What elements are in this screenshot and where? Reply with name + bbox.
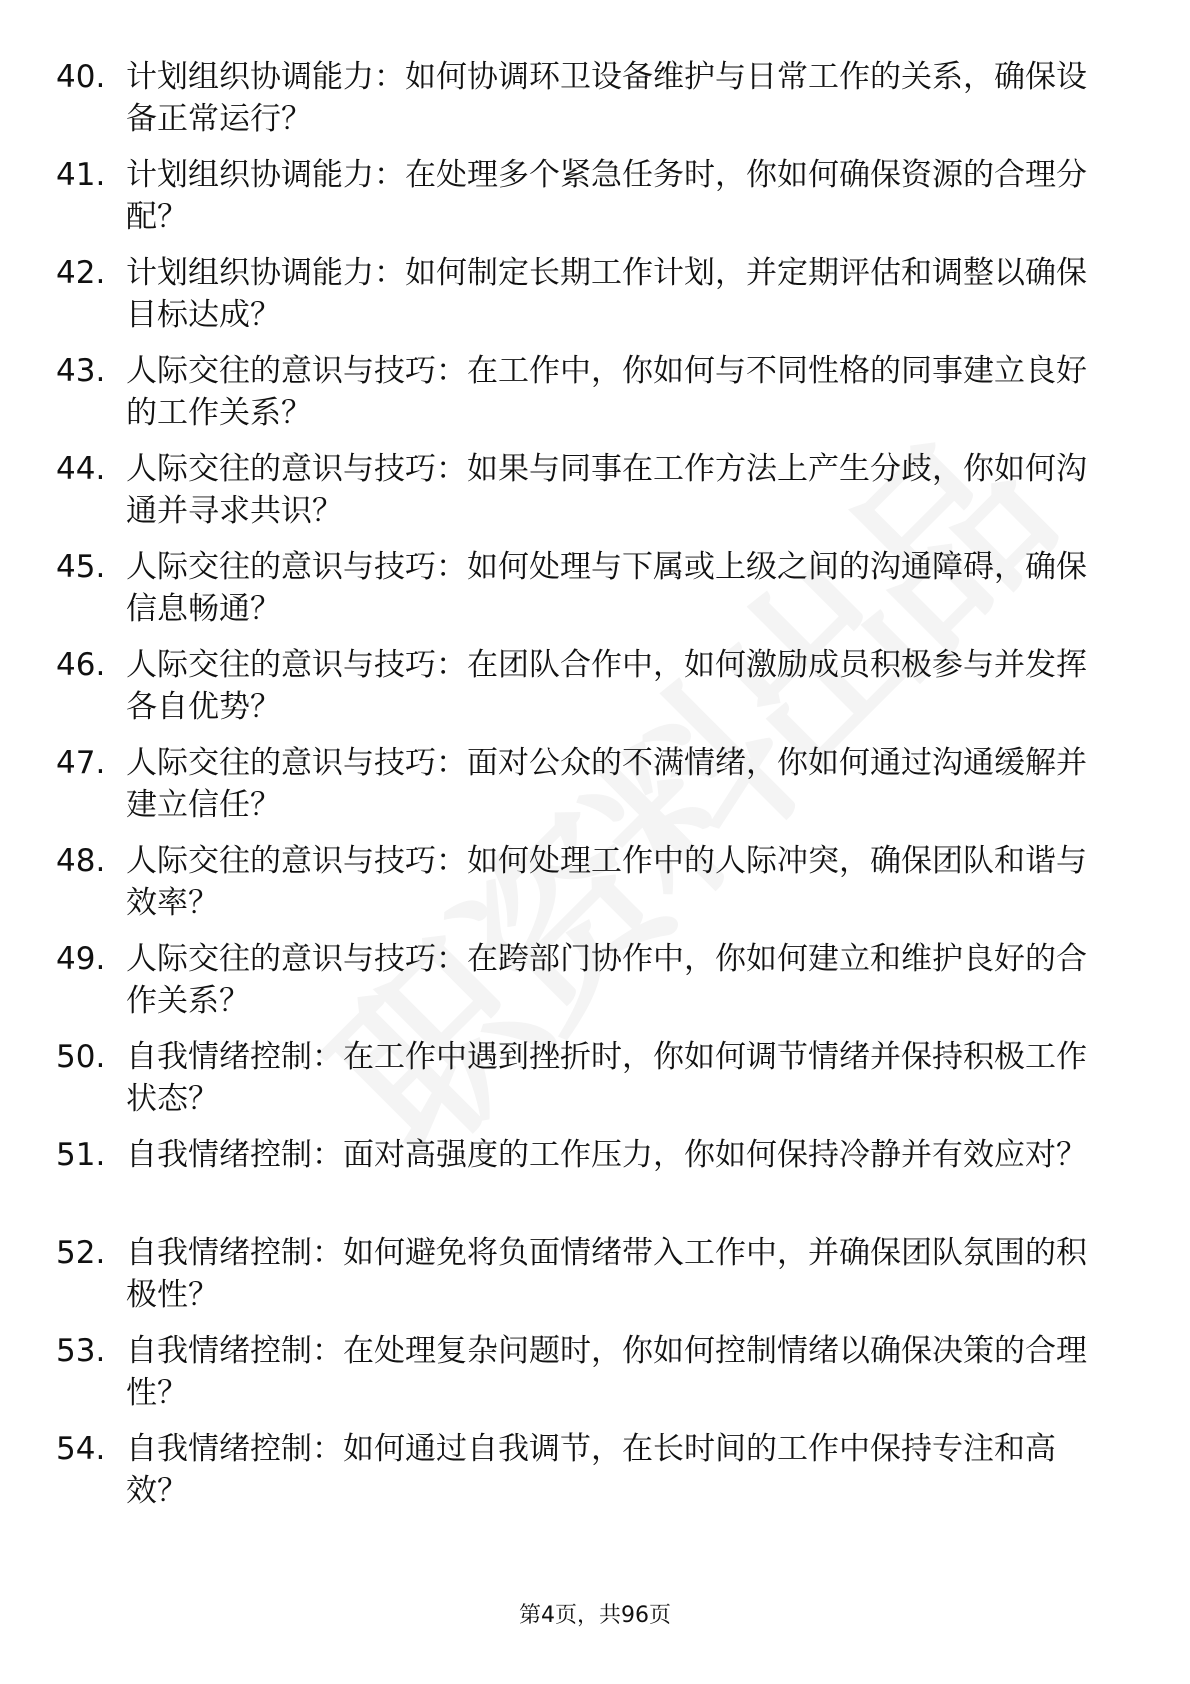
question-item (56, 1036, 1116, 1134)
question-text: 人际交往的意识与技巧：如何处理与下属或上级之间的沟通障碍，确保信息畅通？ (126, 549, 1087, 627)
question-item (56, 154, 1116, 252)
question-number: 48. (56, 843, 106, 879)
question-item (56, 1428, 1116, 1526)
question-item (56, 840, 1116, 938)
question-number: 49. (56, 941, 106, 977)
question-text: 人际交往的意识与技巧：如何处理工作中的人际冲突，确保团队和谐与效率？ (126, 843, 1087, 921)
question-text: 自我情绪控制：如何通过自我调节，在长时间的工作中保持专注和高效？ (126, 1431, 1056, 1509)
question-number: 45. (56, 549, 106, 585)
question-number: 51. (56, 1137, 106, 1173)
question-item (56, 448, 1116, 546)
question-number: 47. (56, 745, 106, 781)
question-number: 54. (56, 1431, 106, 1467)
question-text: 人际交往的意识与技巧：在团队合作中，如何激励成员积极参与并发挥各自优势？ (126, 647, 1087, 725)
question-number: 43. (56, 353, 106, 389)
question-text: 人际交往的意识与技巧：在跨部门协作中，你如何建立和维护良好的合作关系？ (126, 941, 1087, 1019)
question-item (56, 742, 1116, 840)
question-item (56, 1134, 1116, 1232)
question-item (56, 1330, 1116, 1428)
question-text: 计划组织协调能力：如何协调环卫设备维护与日常工作的关系，确保设备正常运行？ (126, 59, 1087, 137)
question-text: 自我情绪控制：面对高强度的工作压力，你如何保持冷静并有效应对？ (126, 1137, 1087, 1173)
question-item (56, 1232, 1116, 1330)
question-text: 计划组织协调能力：如何制定长期工作计划，并定期评估和调整以确保目标达成？ (126, 255, 1087, 333)
question-item (56, 644, 1116, 742)
question-number: 44. (56, 451, 106, 487)
question-number: 53. (56, 1333, 106, 1369)
question-text: 人际交往的意识与技巧：如果与同事在工作方法上产生分歧，你如何沟通并寻求共识？ (126, 451, 1087, 529)
question-number: 40. (56, 59, 106, 95)
question-text: 自我情绪控制：在处理复杂问题时，你如何控制情绪以确保决策的合理性？ (126, 1333, 1087, 1411)
question-item (56, 938, 1116, 1036)
question-text: 人际交往的意识与技巧：面对公众的不满情绪，你如何通过沟通缓解并建立信任？ (126, 745, 1087, 823)
question-text: 自我情绪控制：在工作中遇到挫折时，你如何调节情绪并保持积极工作状态？ (126, 1039, 1087, 1117)
question-item (56, 350, 1116, 448)
page-footer: 第4页，共96页 (519, 1603, 671, 1628)
question-number: 46. (56, 647, 106, 683)
question-list (56, 56, 1116, 1526)
question-item (56, 56, 1116, 154)
question-text: 计划组织协调能力：在处理多个紧急任务时，你如何确保资源的合理分配？ (126, 157, 1087, 235)
question-number: 42. (56, 255, 106, 291)
question-number: 50. (56, 1039, 106, 1075)
question-item (56, 252, 1116, 350)
question-number: 52. (56, 1235, 106, 1271)
question-text: 人际交往的意识与技巧：在工作中，你如何与不同性格的同事建立良好的工作关系？ (126, 353, 1087, 431)
question-text: 自我情绪控制：如何避免将负面情绪带入工作中，并确保团队氛围的积极性？ (126, 1235, 1087, 1313)
question-item (56, 546, 1116, 644)
question-number: 41. (56, 157, 106, 193)
